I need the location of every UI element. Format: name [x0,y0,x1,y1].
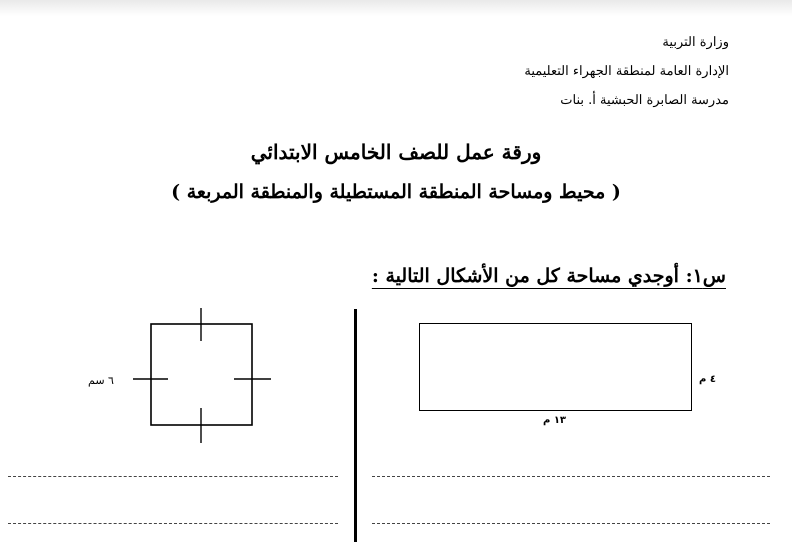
directorate-name: الإدارة العامة لمنطقة الجهراء التعليمية [524,64,729,79]
answer-line-left-1 [8,476,338,477]
worksheet-subtitle: ( محيط ومساحة المنطقة المستطيلة والمنطقة المربعة ) [171,181,621,203]
rectangle-height-label: ٤ م [699,374,716,385]
ministry-name: وزارة التربية [662,35,729,50]
rectangle-shape [419,323,692,411]
rectangle-length-label: ١٣ م [543,415,567,426]
square-shape [125,300,275,450]
school-name: مدرسة الصابرة الحبشية أ. بنات [560,93,729,108]
square-side-label: ٦ سم [88,374,114,387]
school-header [429,28,729,115]
worksheet-title: ورقة عمل للصف الخامس الابتدائي [250,140,542,164]
question-1: س١: أوجدي مساحة كل من الأشكال التالية : [371,265,726,287]
answer-line-left-2 [8,523,338,524]
answer-line-right-2 [372,523,770,524]
top-shadow-band [0,0,792,16]
answer-line-right-1 [372,476,770,477]
column-divider [354,309,357,542]
